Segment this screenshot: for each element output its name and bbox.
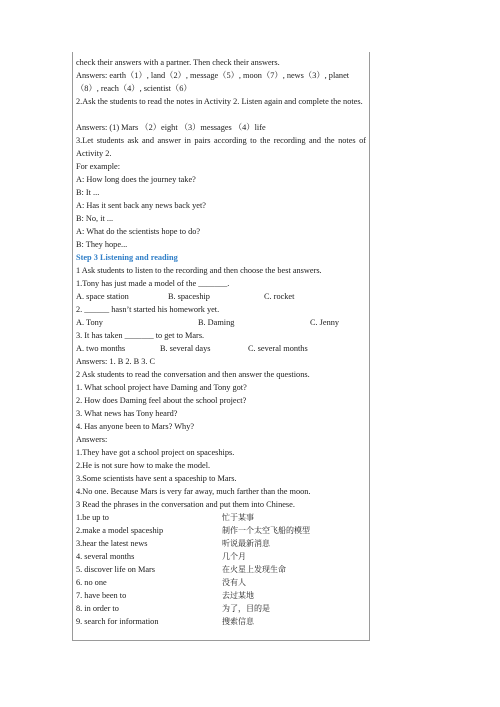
phrase-chinese: 没有人: [222, 578, 246, 587]
option: C. Jenny: [310, 318, 340, 327]
question: 3. It has taken _______ to get to Mars.: [76, 331, 205, 340]
phrase-row: [76, 511, 366, 524]
phrase-english: 1.be up to: [76, 513, 109, 522]
dialogue-line: A: How long does the journey take?: [76, 175, 196, 184]
instruction-2: 2.Ask the students to read the notes in Activity 2. Listen again and complete the notes.: [76, 97, 363, 106]
dialogue-line: B: No, it ...: [76, 214, 114, 223]
answer: 1.They have got a school project on spaceships.: [76, 448, 235, 457]
phrase-chinese: 在火星上发现生命: [222, 565, 286, 574]
answer-options: [76, 316, 366, 329]
phrase-english: 3.hear the latest news: [76, 539, 148, 548]
phrase-chinese: 忙于某事: [222, 513, 254, 522]
text-line: check their answers with a partner. Then check their answers.: [76, 58, 280, 67]
instruction-3: 3.Let students ask and answer in pairs according to the recording and the notes of Activity 2.: [76, 136, 366, 158]
answers-line: Answers: 1. B 2. B 3. C: [76, 357, 156, 366]
dialogue-line: A: Has it sent back any news back yet?: [76, 201, 206, 210]
option: A. space station: [76, 292, 129, 301]
phrase-english: 7. have been to: [76, 591, 127, 600]
phrase-chinese: 听说最新消息: [222, 539, 270, 548]
table-border-left: [72, 52, 73, 640]
dialogue-line: A: What do the scientists hope to do?: [76, 227, 201, 236]
answer: 3.Some scientists have sent a spaceship to Mars.: [76, 474, 237, 483]
phrase-row: [76, 563, 366, 576]
answers-line: Answers: (1) Mars （2）eight （3）messages （4）life: [76, 123, 266, 132]
phrase-chinese: 几个月: [222, 552, 246, 561]
task-instruction: 2 Ask students to read the conversation and then answer the questions.: [76, 370, 310, 379]
phrase-row: [76, 576, 366, 589]
question: 4. Has anyone been to Mars? Why?: [76, 422, 195, 431]
lesson-content: [76, 56, 366, 628]
answer: 2.He is not sure how to make the model.: [76, 461, 211, 470]
task-instruction: 1 Ask students to listen to the recording and then choose the best answers.: [76, 266, 322, 275]
question: 1.Tony has just made a model of the _______.: [76, 279, 230, 288]
phrase-english: 4. several months: [76, 552, 135, 561]
phrase-chinese: 制作一个太空飞船的模型: [222, 526, 310, 535]
phrase-chinese: 搜索信息: [222, 617, 254, 626]
answers-line: Answers: earth（1）, land（2）, message（5）, moon（7）, news（3）, planet: [76, 71, 350, 80]
table-border-right: [369, 52, 370, 640]
phrase-chinese: 为了，目的是: [222, 604, 270, 613]
option: B. several days: [160, 344, 211, 353]
answer-options: [76, 342, 366, 355]
question: 2. ______ hasn’t started his homework yet.: [76, 305, 220, 314]
answer: 4.No one. Because Mars is very far away, much farther than the moon.: [76, 487, 311, 496]
phrase-row: [76, 602, 366, 615]
option: B. spaceship: [168, 292, 210, 301]
phrase-english: 2.make a model spaceship: [76, 526, 164, 535]
phrase-row: [76, 524, 366, 537]
option: A. two months: [76, 344, 126, 353]
question: 2. How does Daming feel about the school project?: [76, 396, 247, 405]
option: B. Daming: [198, 318, 235, 327]
example-label: For example:: [76, 162, 121, 171]
phrase-row: [76, 550, 366, 563]
table-border-bottom: [72, 640, 370, 641]
option: C. rocket: [264, 292, 295, 301]
question: 3. What news has Tony heard?: [76, 409, 178, 418]
answers-label: Answers:: [76, 435, 108, 444]
task-instruction: 3 Read the phrases in the conversation and put them into Chinese.: [76, 500, 295, 509]
answer-options: [76, 290, 366, 303]
dialogue-line: B: It ...: [76, 188, 100, 197]
option: A. Tony: [76, 318, 103, 327]
phrase-chinese: 去过某地: [222, 591, 254, 600]
question: 1. What school project have Daming and Tony got?: [76, 383, 247, 392]
answers-line-cont: （8）, reach（4）, scientist（6）: [76, 84, 192, 93]
dialogue-line: B: They hope...: [76, 240, 128, 249]
phrase-english: 6. no one: [76, 578, 107, 587]
phrase-english: 9. search for information: [76, 617, 159, 626]
phrase-row: [76, 615, 366, 628]
phrase-row: [76, 537, 366, 550]
phrase-row: [76, 589, 366, 602]
section-heading: Step 3 Listening and reading: [76, 253, 178, 262]
phrase-english: 5. discover life on Mars: [76, 565, 156, 574]
option: C. several months: [248, 344, 308, 353]
phrase-english: 8. in order to: [76, 604, 119, 613]
